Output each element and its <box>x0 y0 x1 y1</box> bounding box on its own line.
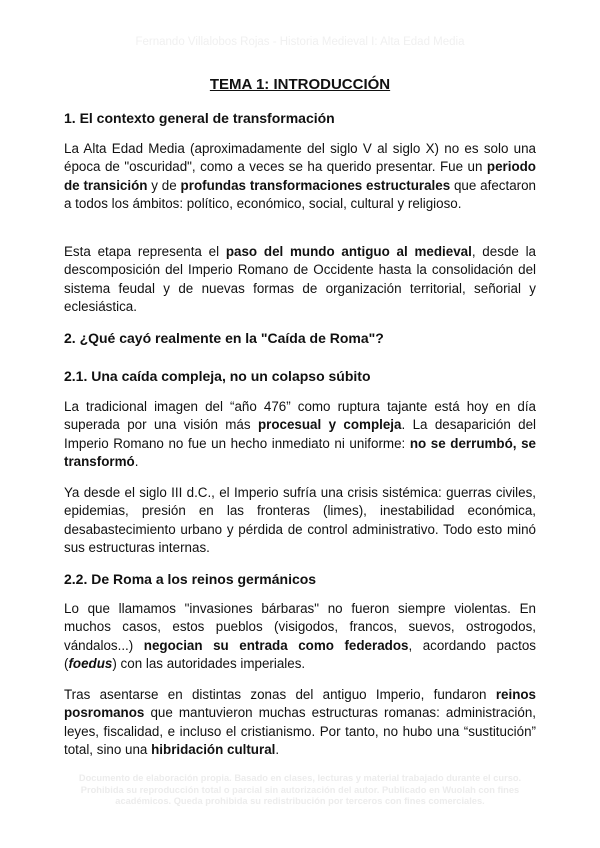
section-2-1-heading: 2.1. Una caída compleja, no un colapso súbito <box>64 368 371 384</box>
section-2-1-paragraph-2: Ya desde el siglo III d.C., el Imperio sufría una crisis sistémica: guerras civiles, epidemias, presión en las fronteras (limes), inestabilidad económica, desabastecimiento urbano y pérdida de control administrativo. Todo esto minó sus estructuras internas. <box>64 485 536 555</box>
section-2-heading: 2. ¿Qué cayó realmente en la "Caída de Roma"? <box>64 330 384 346</box>
page-title: TEMA 1: INTRODUCCIÓN <box>209 76 391 93</box>
section-2-2-heading: 2.2. De Roma a los reinos germánicos <box>64 571 317 587</box>
section-2-1-paragraph-1: La tradicional imagen del “año 476” como ruptura tajante está hoy en día superada por una visión más procesual y compleja. La desaparición del Imperio Romano no fue un hecho inmediato ni uniforme: no se derrumbó, se transformó. <box>64 399 537 469</box>
page-footer: Documento de elaboración propia. Basado en clases, lecturas y material trabajado durante el curso. Prohibida su reproducción total o parcial sin autorización del autor. Publicado en Wuolah con fines académicos. Queda prohibida su redistribución por terceros con fines comerciales. <box>78 773 522 806</box>
section-1-heading: 1. El contexto general de transformación <box>64 110 335 126</box>
section-2-2-paragraph-2: Tras asentarse en distintas zonas del antiguo Imperio, fundaron reinos posromanos que mantuvieron muchas estructuras romanas: administración, leyes, fiscalidad, e incluso el cristianismo. Por tanto, no hubo una “sustitución” total, sino una hibridación cultural. <box>64 687 536 757</box>
section-1-paragraph-2: Esta etapa representa el paso del mundo antiguo al medieval, desde la descomposición del Imperio Romano de Occidente hasta la consolidación del sistema feudal y de nuevas formas de organización territorial, señorial y eclesiástica. <box>64 244 536 314</box>
section-1-paragraph-1: La Alta Edad Media (aproximadamente del siglo V al siglo X) no es solo una época de "oscuridad", como a veces se ha querido presentar. Fue un periodo de transición y de profundas transformaciones estructurales que afectaron a todos los ámbitos: político, económico, social, cultural y religioso. <box>64 141 536 211</box>
page-header: Fernando Villalobos Rojas - Historia Medieval I: Alta Edad Media <box>135 36 465 48</box>
section-2-2-paragraph-1: Lo que llamamos "invasiones bárbaras" no fueron siempre violentas. En muchos casos, estos pueblos (visigodos, francos, suevos, ostrogodos, vándalos...) negocian su entrada como federados, acordando pactos (foedus) con las autoridades imperiales. <box>64 601 536 671</box>
